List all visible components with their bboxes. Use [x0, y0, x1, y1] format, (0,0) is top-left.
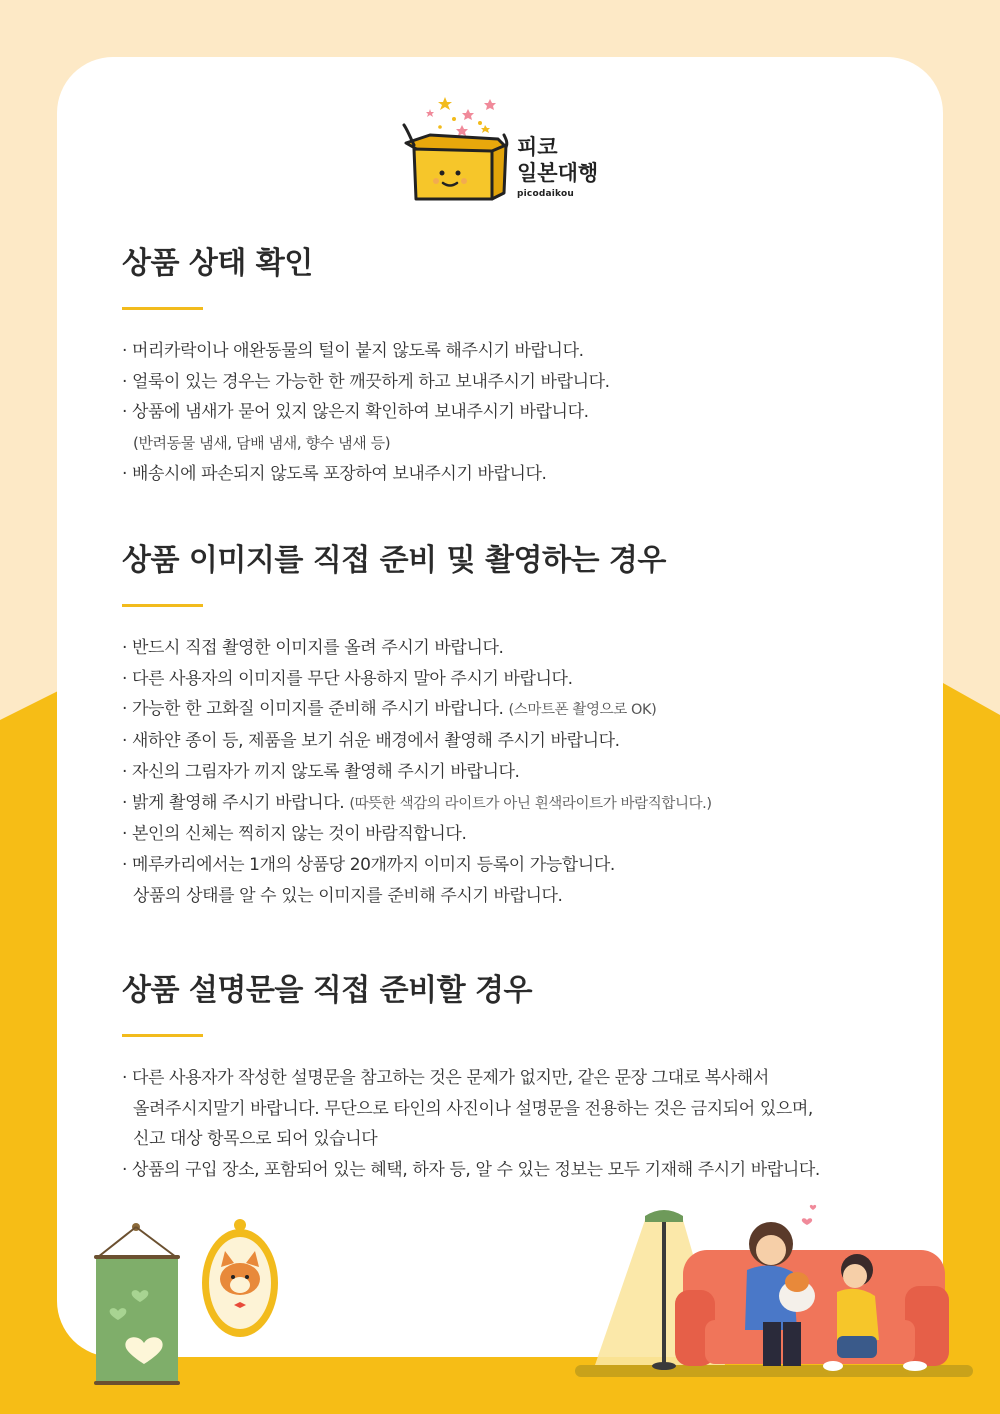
list-item-note: (반려동물 냄새, 담배 냄새, 향수 냄새 등) — [133, 434, 391, 453]
list-item: · 메루카리에서는 1개의 상품당 20개까지 이미지 등록이 가능합니다. — [122, 854, 615, 875]
list-item-continued: 신고 대상 항목으로 되어 있습니다 — [133, 1129, 378, 1150]
list-item: · 얼룩이 있는 경우는 가능한 한 깨끗하게 하고 보내주시기 바랍니다. — [122, 371, 610, 392]
list-item: · 머리카락이나 애완동물의 털이 붙지 않도록 해주시기 바랍니다. — [122, 341, 584, 361]
list-item — [122, 788, 712, 820]
hanging-banner-illustration — [88, 1215, 288, 1395]
section-divider — [122, 307, 203, 310]
list-item: · 상품의 구입 장소, 포함되어 있는 혜택, 하자 등, 알 수 있는 정보는 모두 기재해 주시기 바랍니다. — [122, 1160, 820, 1181]
list-item: · 배송시에 파손되지 않도록 포장하여 보내주시기 바랍니다. — [122, 463, 547, 484]
family-sofa-illustration — [575, 1200, 975, 1385]
list-item: · 반드시 직접 촬영한 이미지를 올려 주시기 바랍니다. — [122, 638, 504, 658]
list-item-continued: 상품의 상태를 알 수 있는 이미지를 준비해 주시기 바랍니다. — [133, 885, 563, 906]
list-item-continued: 올려주시지말기 바랍니다. 무단으로 타인의 사진이나 설명문을 전용하는 것은 금지되어 있으며, — [133, 1098, 813, 1119]
section-title-description: 상품 설명문을 직접 준비할 경우 — [122, 973, 533, 1008]
section-list-condition — [122, 336, 610, 490]
list-item: · 새하얀 종이 등, 제품을 보기 쉬운 배경에서 촬영해 주시기 바랍니다. — [122, 731, 620, 752]
section-divider — [122, 604, 203, 607]
brand-name: 피코 일본대행 — [517, 135, 599, 185]
list-item-text: · 가능한 한 고화질 이미지를 준비해 주시기 바랍니다. — [122, 699, 504, 720]
section-list-images — [122, 633, 712, 911]
list-item: · 본인의 신체는 찍히지 않는 것이 바람직합니다. — [122, 824, 467, 845]
list-item — [122, 694, 712, 726]
list-item: · 상품에 냄새가 묻어 있지 않은지 확인하여 보내주시기 바랍니다. — [122, 402, 589, 423]
section-divider — [122, 1034, 203, 1037]
list-item: · 다른 사용자의 이미지를 무단 사용하지 말아 주시기 바랍니다. — [122, 668, 573, 689]
list-item: · 자신의 그림자가 끼지 않도록 촬영해 주시기 바랍니다. — [122, 761, 520, 782]
list-item-note: (따뜻한 색감의 라이트가 아닌 흰색라이트가 바람직합니다.) — [349, 795, 712, 812]
section-list-description — [122, 1063, 820, 1186]
list-item-text: · 밝게 촬영해 주시기 바랍니다. — [122, 792, 345, 813]
section-title-condition: 상품 상태 확인 — [122, 246, 313, 281]
list-item: · 다른 사용자가 작성한 설명문을 참고하는 것은 문제가 없지만, 같은 문장 그대로 복사해서 — [122, 1068, 769, 1088]
list-item-note: (스마트폰 촬영으로 OK) — [508, 702, 657, 719]
section-title-images: 상품 이미지를 직접 준비 및 촬영하는 경우 — [122, 543, 666, 578]
brand-subtitle: picodaikou — [517, 189, 574, 199]
